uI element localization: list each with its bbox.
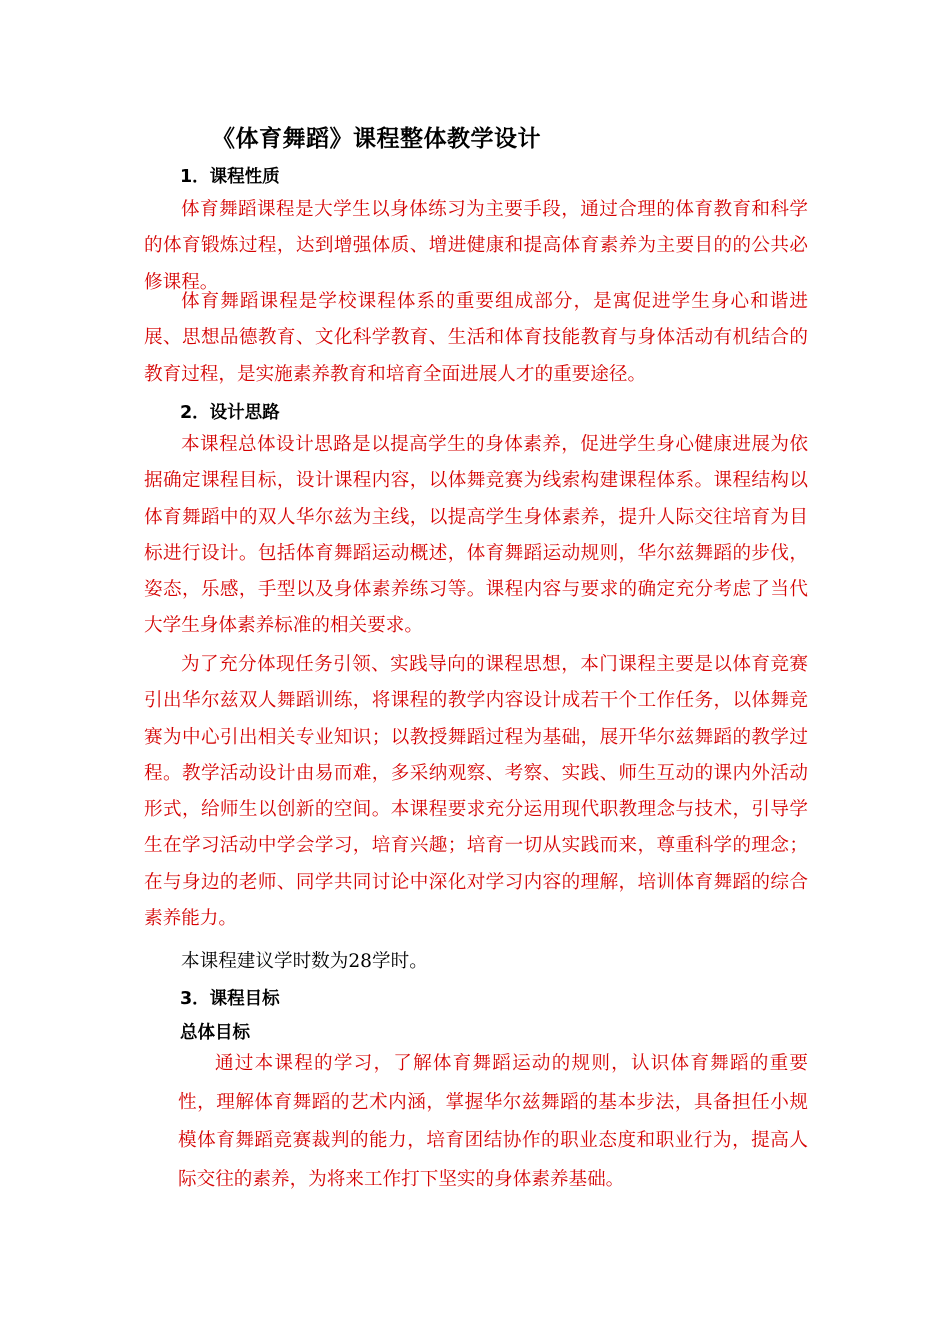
subheading-overall-goal: 总体目标 [180, 1023, 250, 1043]
section-heading-course-nature: 1．课程性质 [180, 167, 280, 187]
section-heading-course-goals: 3．课程目标 [180, 989, 280, 1009]
paragraph-design-idea-1: 本课程总体设计思路是以提高学生的身体素养，促进学生身心健康进展为依据确定课程目标，设计课程内容，以体舞竞赛为线索构建课程体系。课程结构以体育舞蹈中的双人华尔兹为主线，以提高学生身体素养，提升人际交往培育为目标进行设计。包括体育舞蹈运动概述，体育舞蹈运动规则，华尔兹舞蹈的步伐，姿态，乐感，手型以及身体素养练习等。课程内容与要求的确定充分考虑了当代大学生身体素养标准的相关要求。 [144, 434, 808, 637]
paragraph-design-idea-2: 为了充分体现任务引领、实践导向的课程思想，本门课程主要是以体育竞赛引出华尔兹双人舞蹈训练，将课程的教学内容设计成若干个工作任务，以体舞竞赛为中心引出相关专业知识；以教授舞蹈过程为基础，展开华尔兹舞蹈的教学过程。教学活动设计由易而难，多采纳观察、考察、实践、师生互动的课内外活动形式，给师生以创新的空间。本课程要求充分运用现代职教理念与技术，引导学生在学习活动中学会学习，培育兴趣；培育一切从实践而来，尊重科学的理念；在与身边的老师、同学共同讨论中深化对学习内容的理解，培训体育舞蹈的综合素养能力。 [144, 654, 808, 930]
paragraph-course-hours: 本课程建议学时数为28学时。 [181, 951, 428, 972]
document-title: 《体育舞蹈》课程整体教学设计 [212, 126, 541, 152]
paragraph-overall-goal: 通过本课程的学习，了解体育舞蹈运动的规则，认识体育舞蹈的重要性，理解体育舞蹈的艺术内涵，掌握华尔兹舞蹈的基本步法，具备担任小规模体育舞蹈竞赛裁判的能力，培育团结协作的职业态度和职业行为，提高人际交往的素养，为将来工作打下坚实的身体素养基础。 [178, 1053, 808, 1190]
paragraph-course-nature-1: 体育舞蹈课程是大学生以身体练习为主要手段，通过合理的体育教育和科学的体育锻炼过程，达到增强体质、增进健康和提高体育素养为主要目的的公共必修课程。 [144, 199, 808, 293]
paragraph-course-nature-2: 体育舞蹈课程是学校课程体系的重要组成部分，是寓促进学生身心和谐进展、思想品德教育、文化科学教育、生活和体育技能教育与身体活动有机结合的教育过程，是实施素养教育和培育全面进展人才的重要途径。 [144, 291, 808, 385]
section-heading-design-idea: 2．设计思路 [180, 403, 280, 423]
